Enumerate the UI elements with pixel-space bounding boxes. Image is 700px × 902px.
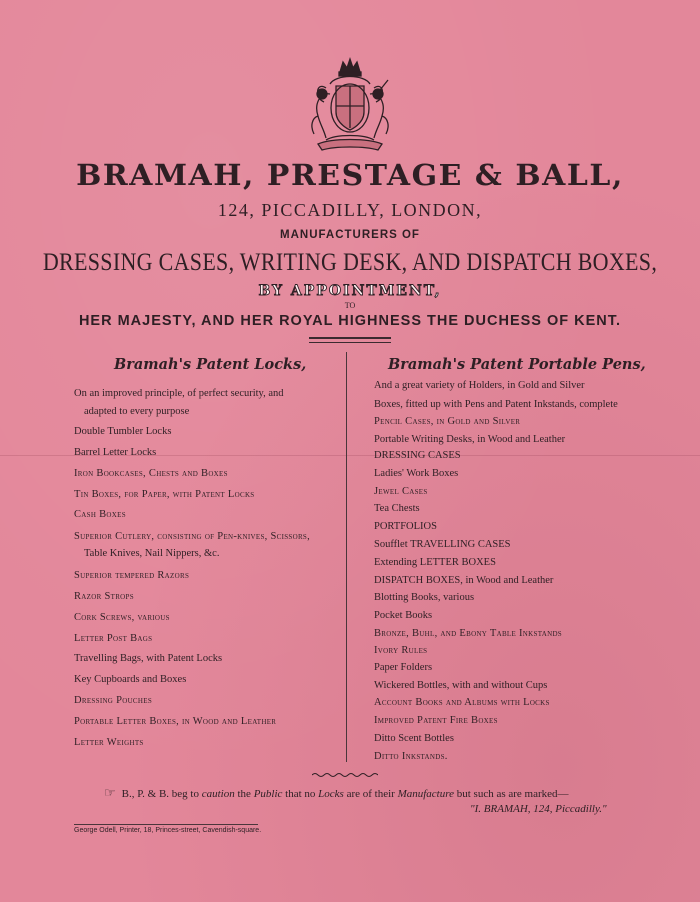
list-item: Paper Folders: [374, 662, 433, 673]
list-item: DRESSING CASES: [374, 450, 461, 461]
list-item: Improved Patent Fire Boxes: [374, 715, 498, 726]
list-item: Ladies' Work Boxes: [374, 468, 459, 479]
list-item: Ditto Scent Bottles: [374, 733, 454, 744]
list-item: Soufflet TRAVELLING CASES: [374, 539, 511, 550]
list-item: Tin Boxes, for Paper, with Patent Locks: [74, 489, 255, 500]
list-item: Superior tempered Razors: [74, 570, 190, 581]
list-item: Key Cupboards and Boxes: [74, 674, 187, 685]
caution-mid: that no: [285, 788, 316, 800]
list-item: Cork Screws, various: [74, 612, 170, 623]
royal-coat-of-arms-icon: [296, 54, 404, 160]
list-item: Pocket Books: [374, 610, 433, 621]
manufacture-word: Manufacture: [397, 788, 454, 800]
list-item: Cash Boxes: [74, 509, 126, 520]
list-item: Blotting Books, various: [374, 592, 475, 603]
caution-mid2: are of their: [346, 788, 395, 800]
printer-credit: George Odell, Printer, 18, Princes-street, Cavendish-square.: [74, 827, 262, 834]
printer-rule: [74, 824, 258, 825]
list-item: Table Knives, Nail Nippers, &c.: [84, 548, 220, 559]
list-item: Portable Letter Boxes, in Wood and Leather: [74, 716, 277, 727]
list-item: Extending LETTER BOXES: [374, 557, 496, 568]
list-item: Travelling Bags, with Patent Locks: [74, 653, 223, 664]
list-item: On an improved principle, of perfect security, and: [74, 388, 284, 399]
manufacturers-of-label: MANUFACTURERS OF: [280, 229, 420, 241]
list-item: Barrel Letter Locks: [74, 447, 157, 458]
list-item: Pencil Cases, in Gold and Silver: [374, 416, 521, 427]
header-divider: [309, 337, 391, 343]
list-item: Superior Cutlery, consisting of Pen-knives, Scissors,: [74, 531, 311, 542]
list-item: Bronze, Buhl, and Ebony Table Inkstands: [374, 628, 562, 639]
list-item: Boxes, fitted up with Pens and Patent Inkstands, complete: [374, 399, 618, 410]
makers-mark: "I. BRAMAH, 124, Piccadilly.": [470, 803, 607, 815]
list-item: Ivory Rules: [374, 645, 428, 656]
caution-the: the: [237, 788, 251, 800]
list-item: Letter Weights: [74, 737, 144, 748]
by-appointment-label: BY APPOINTMENT,: [258, 283, 442, 299]
list-item: Ditto Inkstands.: [374, 751, 448, 762]
caution-word: caution: [201, 788, 235, 800]
list-item: Wickered Bottles, with and without Cups: [374, 680, 548, 691]
list-item: Portable Writing Desks, in Wood and Leather: [374, 434, 566, 445]
list-item: Letter Post Bags: [74, 633, 153, 644]
list-item: Tea Chests: [374, 503, 420, 514]
firm-name: BRAMAH, PRESTAGE & BALL,: [76, 158, 624, 192]
list-item: Account Books and Albums with Locks: [374, 697, 550, 708]
left-column-heading: Bramah's Patent Locks,: [114, 356, 307, 373]
royal-patrons: HER MAJESTY, AND HER ROYAL HIGHNESS THE DUCHESS OF KENT.: [78, 313, 622, 329]
list-item: DISPATCH BOXES, in Wood and Leather: [374, 575, 554, 586]
caution-notice: [104, 785, 569, 801]
list-item: PORTFOLIOS: [374, 521, 437, 532]
list-item: Dressing Pouches: [74, 695, 153, 706]
public-word: Public: [253, 788, 283, 800]
ornamental-rule: [312, 772, 378, 778]
firm-address: 124, PICCADILLY, LONDON,: [217, 200, 483, 220]
locks-word: Locks: [318, 788, 344, 800]
caution-suffix: but such as are marked—: [456, 788, 569, 800]
list-item: Jewel Cases: [374, 486, 428, 497]
list-item: Iron Bookcases, Chests and Boxes: [74, 468, 228, 479]
list-item: adapted to every purpose: [84, 406, 190, 417]
list-item: Razor Strops: [74, 591, 134, 602]
list-item: Double Tumbler Locks: [74, 426, 172, 437]
caution-prefix: B., P. & B. beg to: [121, 788, 199, 800]
list-item: And a great variety of Holders, in Gold and Silver: [374, 380, 585, 391]
pointing-hand-icon: ☞: [104, 785, 116, 800]
to-label: TO: [344, 301, 356, 310]
column-divider: [346, 352, 347, 762]
products-heading: DRESSING CASES, WRITING DESK, AND DISPATCH BOXES,: [42, 247, 658, 276]
right-column-heading: Bramah's Patent Portable Pens,: [388, 356, 646, 373]
